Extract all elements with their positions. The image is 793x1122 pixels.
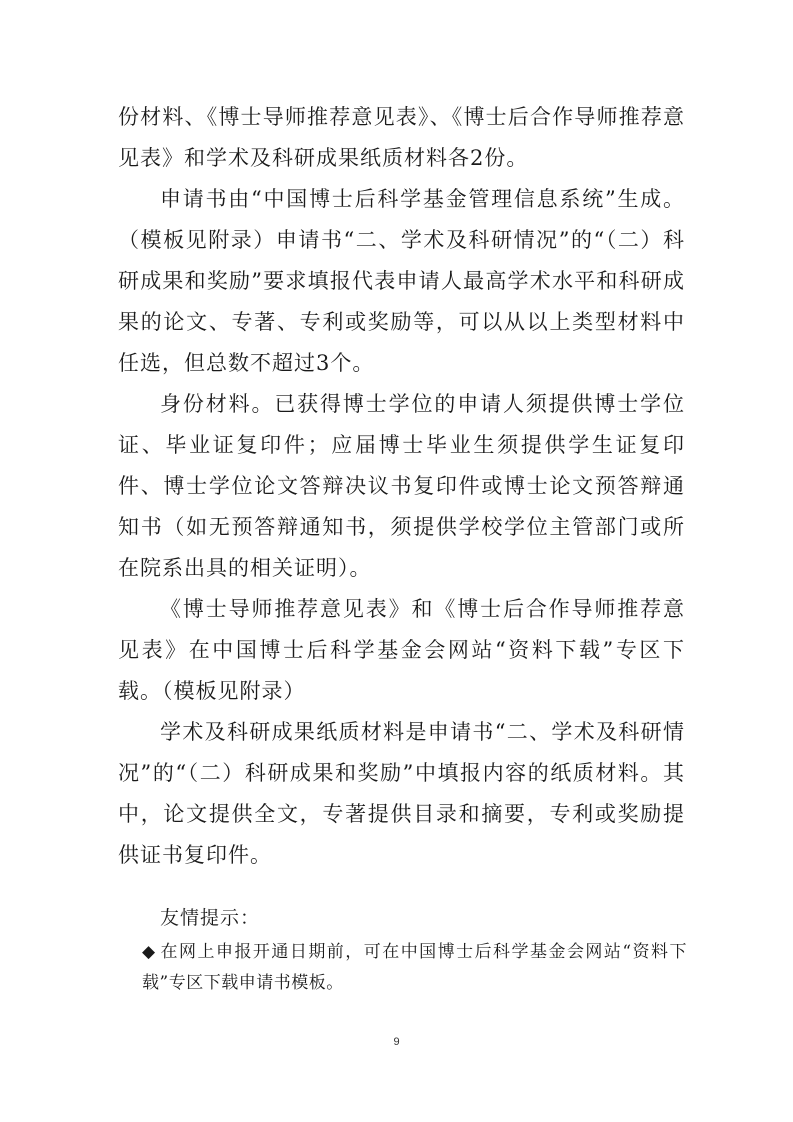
page-number: 9 [393,1036,400,1048]
paragraph-research-materials: 学术及科研成果纸质材料是申请书“二、学术及科研情况”的“（二）科研成果和奖励”中填报内容的纸质材料。其中，论文提供全文，专著提供目录和摘要，专利或奖励提供证书复印件。 [118,720,685,867]
tips-item [142,937,687,999]
paragraph-application-form: 申请书由“中国博士后科学基金管理信息系统”生成。（模板见附录）申请书“二、学术及科研情况”的“（二）科研成果和奖励”要求填报代表申请人最高学术水平和科研成果的论文、专著、专利或奖励等，可以从以上类型材料中任选，但总数不超过3个。 [118,187,685,375]
paragraph-identity-materials: 身份材料。已获得博士学位的申请人须提供博士学位证、毕业证复印件；应届博士毕业生须提供学生证复印件、博士学位论文答辩决议书复印件或博士论文预答辩通知书（如无预答辩通知书，须提供学校学位主管部门或所在院系出具的相关证明）。 [118,392,685,580]
tips-title: 友情提示： [160,907,261,929]
diamond-bullet-icon: ◆ [142,942,157,962]
tips-item-text: 在网上申报开通日期前，可在中国博士后科学基金会网站“资料下载”专区下载申请书模板。 [142,942,687,993]
paragraph-continuation: 份材料、《博士导师推荐意见表》、《博士后合作导师推荐意见表》和学术及科研成果纸质材料各2份。 [118,105,685,170]
body-text [118,97,685,876]
paragraph-recommendation-forms: 《博士导师推荐意见表》和《博士后合作导师推荐意见表》在中国博士后科学基金会网站“资料下载”专区下载。（模板见附录） [118,597,685,703]
